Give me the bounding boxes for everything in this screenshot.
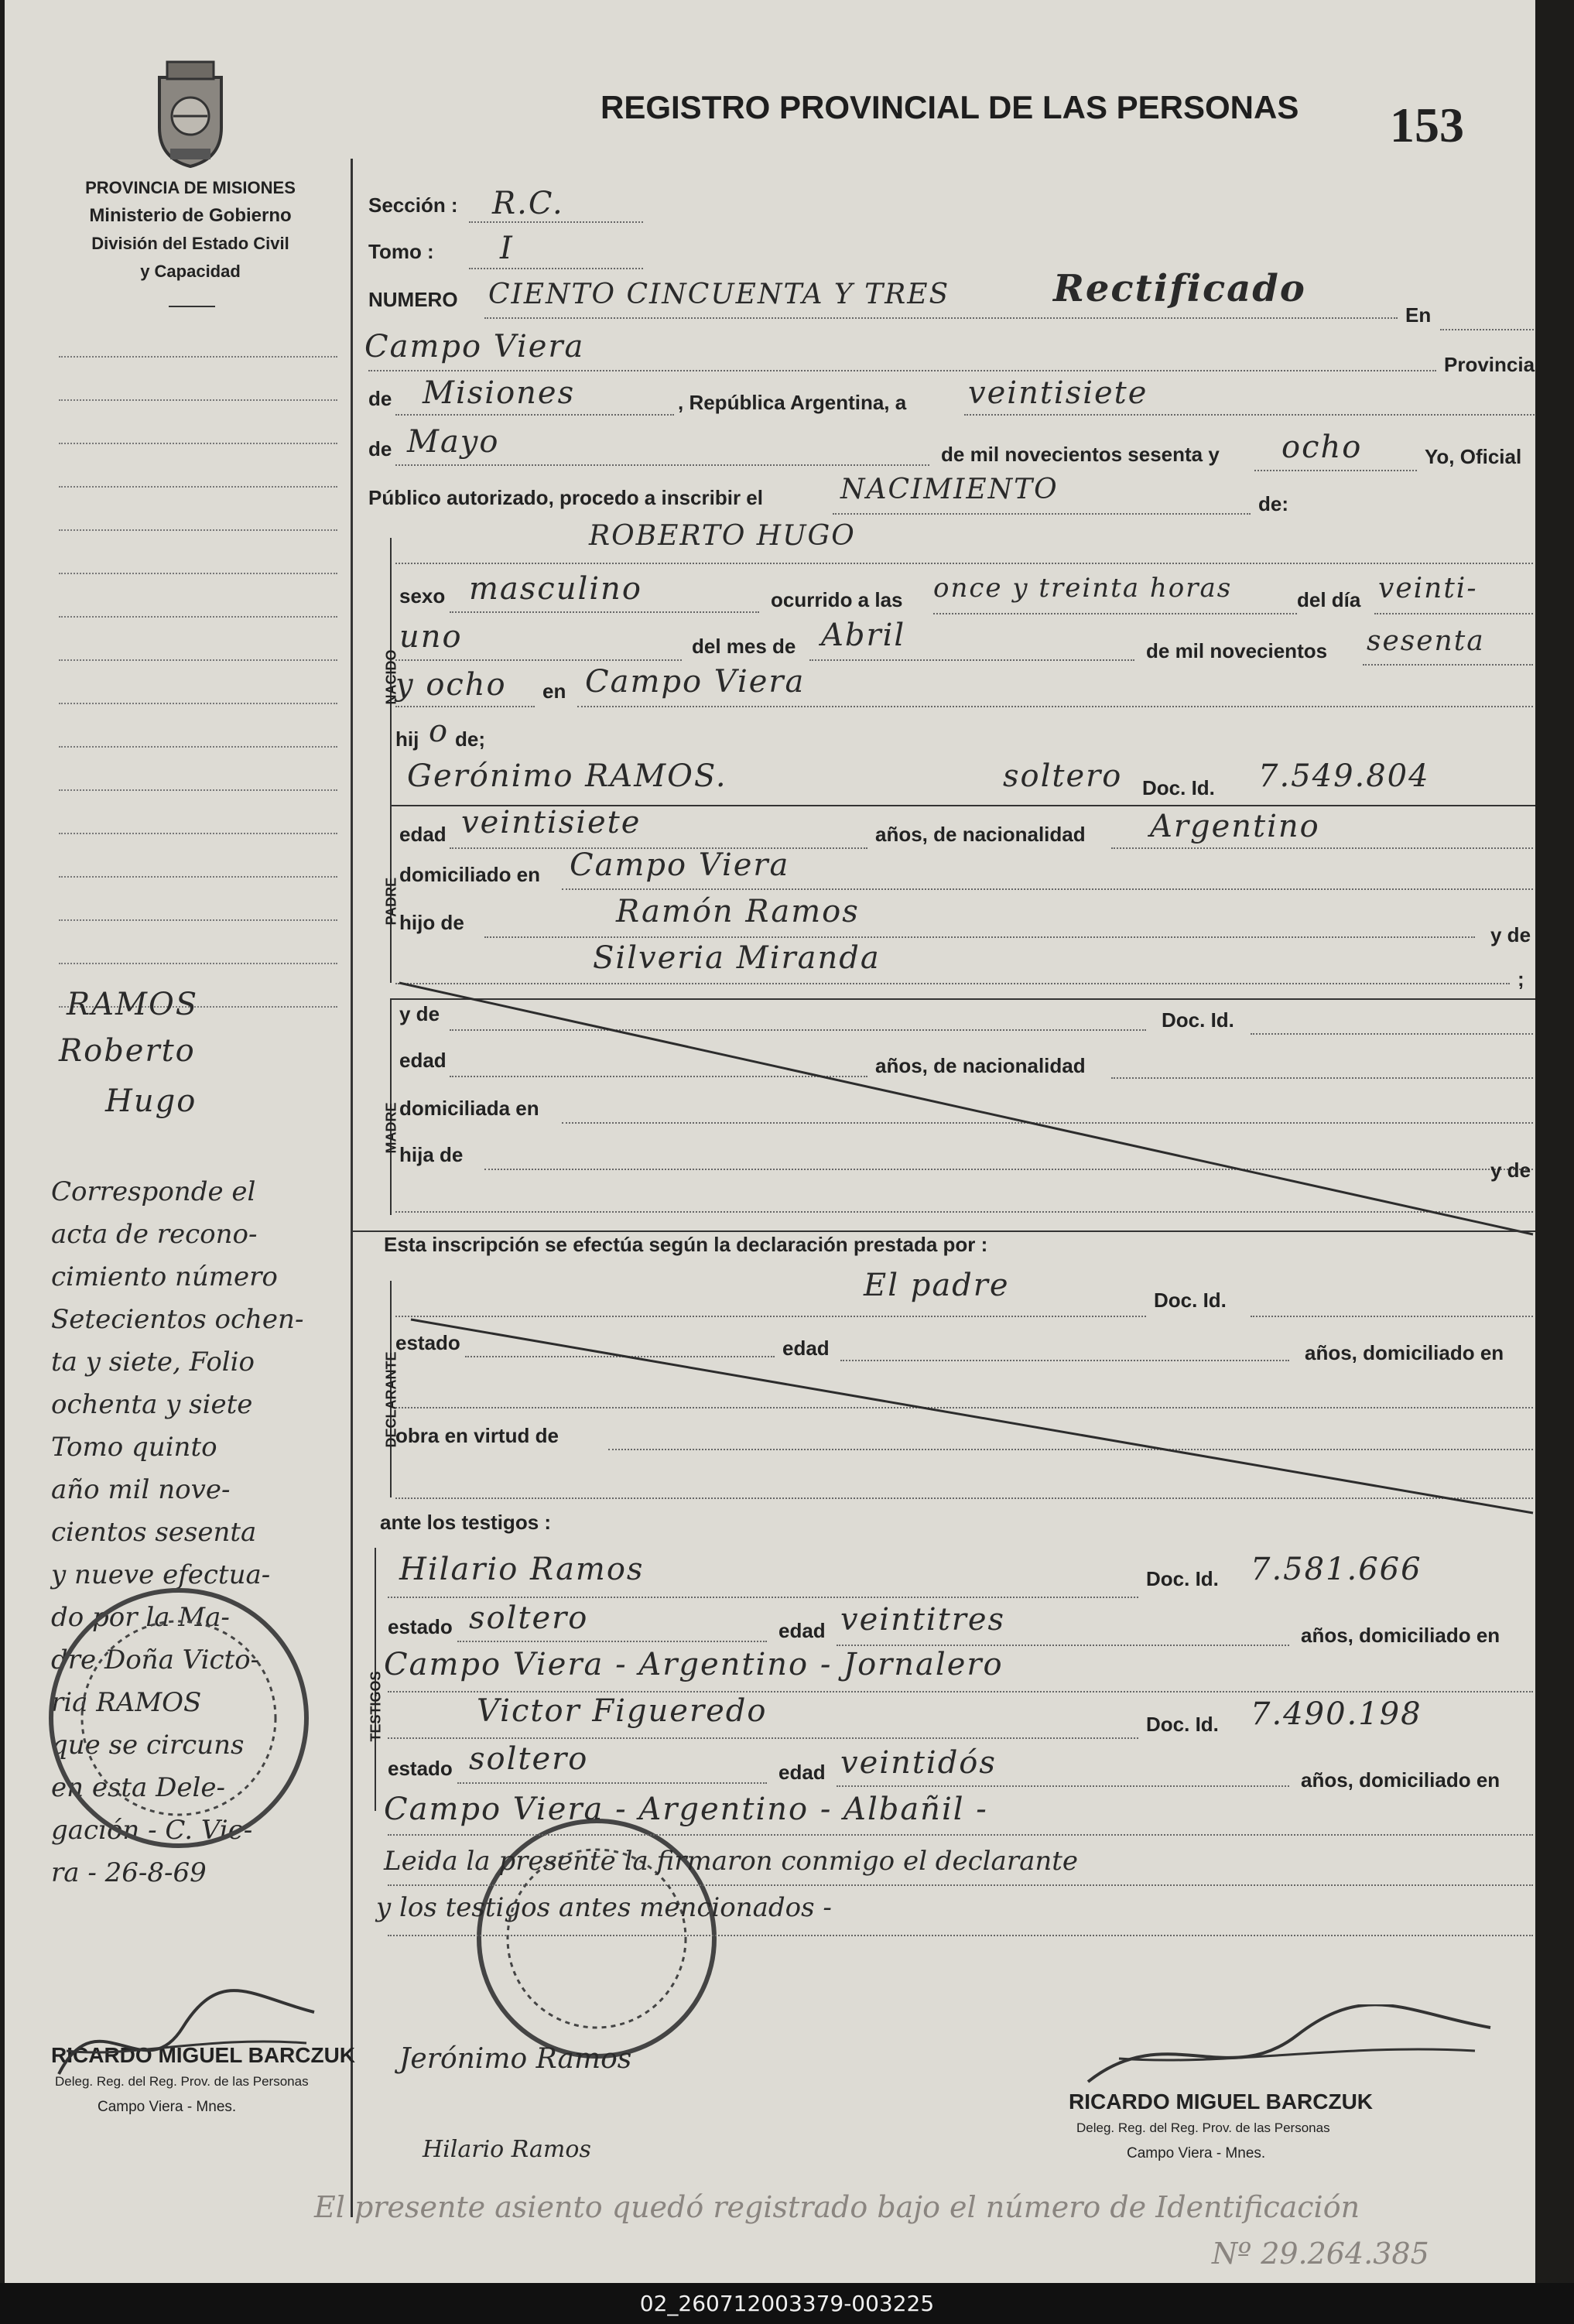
field-line (395, 414, 674, 416)
margin-given-1: Roberto (59, 1033, 196, 1069)
officer-stamp-place: Campo Viera - Mnes. (98, 2099, 237, 2115)
margin-line (59, 919, 337, 921)
margin-line (59, 789, 337, 791)
value-testigo2: Victor Figueredo (477, 1693, 768, 1729)
label-testigo2-edad: edad (778, 1761, 826, 1784)
value-dia: veintisiete (968, 375, 1148, 411)
margin-note-line: ochenta y siete (51, 1389, 253, 1420)
margin-line (59, 486, 337, 488)
label-semicolon: ; (1518, 967, 1524, 991)
registry-page (5, 0, 1535, 2283)
value-padre-nac: Argentino (1150, 809, 1320, 844)
margin-line (59, 746, 337, 748)
field-line (1111, 847, 1533, 849)
footnote-line-2: Nº 29.264.385 (1212, 2237, 1429, 2271)
margin-note-line: cientos sesenta (51, 1517, 257, 1548)
field-line (833, 513, 1251, 515)
margin-note-line: Corresponde el (51, 1176, 256, 1207)
label-declaracion: Esta inscripción se efectúa según la declaración prestada por : (384, 1233, 988, 1256)
label-numero: NUMERO (368, 288, 458, 311)
value-testigo2-dom: Campo Viera - Argentino - Albañil - (384, 1792, 988, 1827)
province-line-2: Ministerio de Gobierno (89, 205, 292, 226)
value-lugar-nac: Campo Viera (585, 664, 806, 700)
margin-note-line: ta y siete, Folio (51, 1347, 255, 1378)
value-testigo1-dom: Campo Viera - Argentino - Jornalero (384, 1647, 1004, 1682)
margin-note-line: do por la Ma- (51, 1602, 230, 1633)
label-sexo: sexo (399, 584, 446, 608)
value-mes: Mayo (407, 424, 500, 460)
label-hijo-de: hijo de (399, 911, 464, 934)
label-publico: Público autorizado, procedo a inscribir el (368, 486, 763, 509)
section-madre: MADRE (383, 1102, 399, 1154)
margin-line (59, 659, 337, 661)
margin-surname: RAMOS (67, 987, 199, 1022)
value-sexo: masculino (469, 571, 642, 607)
closing-line-1: Leida la presente la firmaron conmigo el declarante (384, 1846, 1079, 1877)
signature-declarante: Jerónimo Ramos (399, 2043, 632, 2075)
image-caption: 02_260712003379-003225 (0, 2283, 1574, 2324)
label-testigo2-dom: años, domiciliado en (1301, 1768, 1500, 1792)
field-line (388, 1737, 1138, 1739)
margin-note-line: Setecientos ochen- (51, 1304, 304, 1335)
section-padre: PADRE (383, 877, 399, 926)
field-line (469, 221, 643, 223)
label-decl-edad: edad (782, 1337, 830, 1360)
value-testigo1: Hilario Ramos (399, 1552, 645, 1587)
field-line (1254, 470, 1417, 471)
field-line (1374, 613, 1533, 614)
margin-note-line: dre Doña Victo- (51, 1645, 260, 1675)
field-line (388, 1691, 1533, 1693)
field-line (388, 1834, 1533, 1836)
label-padre-dom: domiciliado en (399, 863, 541, 886)
value-tomo: I (500, 231, 514, 266)
footnote-line-1: El presente asiento quedó registrado bajo el número de Identificación (314, 2190, 1360, 2224)
value-anio-nac-2: y ocho (395, 667, 507, 703)
field-line (562, 888, 1533, 890)
label-obra: obra en virtud de (395, 1424, 559, 1447)
value-hora: once y treinta horas (933, 573, 1233, 604)
value-padre-doc: 7.549.804 (1258, 758, 1430, 794)
margin-note-line: ra - 26-8-69 (51, 1857, 207, 1888)
signature-scribble (1073, 2004, 1506, 2097)
margin-note-line: que se circuns (51, 1730, 245, 1761)
label-padre-edad: edad (399, 823, 447, 846)
label-testigo2-estado: estado (388, 1757, 453, 1780)
label-de-colon: de: (1258, 492, 1288, 515)
margin-line (59, 876, 337, 878)
label-de2: de (368, 437, 392, 460)
margin-note-line: acta de recono- (51, 1219, 258, 1250)
label-del-mes: del mes de (692, 635, 796, 658)
section-testigos: TESTIGOS (368, 1671, 384, 1742)
field-line (837, 1785, 1289, 1787)
label-de: de (368, 387, 392, 410)
margin-line (59, 399, 337, 401)
margin-line (59, 703, 337, 704)
strikethrough-line (407, 1316, 1535, 1517)
field-line (388, 1884, 1533, 1886)
label-mil-nov: de mil novecientos (1146, 639, 1328, 662)
label-yo-oficial: Yo, Oficial (1425, 445, 1522, 468)
value-testigo1-edad: veintitres (840, 1602, 1006, 1638)
field-line (577, 706, 1533, 707)
value-dia-nac: veinti- (1378, 573, 1478, 604)
field-line (933, 613, 1297, 614)
label-testigo1-doc: Doc. Id. (1146, 1567, 1219, 1590)
folio-number: 153 (1390, 98, 1464, 152)
section-rule (353, 1230, 1535, 1232)
value-seccion: R.C. (492, 186, 564, 221)
officer-stamp-title: Deleg. Reg. del Reg. Prov. de las Personas (55, 2074, 309, 2089)
field-line (1440, 329, 1535, 330)
margin-line (59, 616, 337, 618)
coat-of-arms-icon (144, 54, 237, 170)
margin-line (59, 443, 337, 444)
province-line-1: PROVINCIA DE MISIONES (85, 178, 296, 197)
value-numero-overwrite: Rectificado (1053, 267, 1306, 310)
field-line (388, 1597, 1138, 1598)
value-padre-dom: Campo Viera (570, 847, 790, 883)
value-numero: CIENTO CINCUENTA Y TRES (488, 279, 950, 310)
value-lugar: Campo Viera (364, 329, 585, 365)
label-seccion: Sección : (368, 193, 458, 217)
field-line (1363, 664, 1533, 666)
field-line (395, 563, 1533, 564)
margin-note-line: gación - C. Vie- (51, 1815, 253, 1846)
value-hijo-letra: o (429, 714, 450, 749)
value-mes-nac: Abril (821, 618, 906, 653)
signature-scribble (51, 1981, 330, 2090)
field-line (395, 464, 929, 466)
label-testigos: ante los testigos : (380, 1511, 552, 1534)
label-madre-doc: Doc. Id. (1162, 1008, 1234, 1032)
label-provincia: Provincia (1444, 353, 1535, 376)
seal-stamp-icon (39, 1579, 318, 1857)
value-provincia: Misiones (423, 375, 576, 411)
value-padre: Gerónimo RAMOS. (407, 758, 727, 794)
label-testigo1-dom: años, domiciliado en (1301, 1624, 1500, 1647)
label-testigo2-doc: Doc. Id. (1146, 1713, 1219, 1736)
value-tipo: NACIMIENTO (840, 474, 1059, 505)
field-line (457, 1641, 767, 1642)
value-dia-nac-2: uno (399, 619, 463, 655)
value-abuelo: Ramón Ramos (616, 894, 860, 929)
margin-note-line: ria RAMOS (51, 1687, 202, 1718)
margin-divider (351, 159, 353, 2217)
value-nombre: ROBERTO HUGO (589, 520, 856, 552)
label-hijo: hij (395, 727, 419, 751)
field-line (388, 1935, 1533, 1936)
field-line (457, 1782, 767, 1784)
value-testigo1-doc: 7.581.666 (1251, 1552, 1422, 1587)
province-line-3: División del Estado Civil (91, 234, 289, 253)
label-padre-doc: Doc. Id. (1142, 776, 1215, 799)
value-testigo2-estado: soltero (469, 1741, 589, 1777)
label-testigo1-estado: estado (388, 1615, 453, 1638)
label-padre-nac: años, de nacionalidad (875, 823, 1086, 846)
label-ocurrido: ocurrido a las (771, 588, 903, 611)
label-madre-dom: domiciliada en (399, 1097, 539, 1120)
field-line (450, 611, 759, 613)
strikethrough-line (392, 975, 1535, 1238)
label-madre-edad: edad (399, 1049, 447, 1072)
officer2-stamp-title: Deleg. Reg. del Reg. Prov. de las Personas (1076, 2120, 1330, 2135)
officer2-stamp-place: Campo Viera - Mnes. (1127, 2145, 1266, 2161)
margin-note-line: Tomo quinto (51, 1432, 217, 1463)
label-y-de: y de (1490, 923, 1531, 946)
margin-note-line: y nueve efectua- (51, 1559, 271, 1590)
value-testigo1-estado: soltero (469, 1600, 589, 1636)
province-divider (169, 306, 215, 307)
value-abuela: Silveria Miranda (593, 940, 881, 976)
label-en: En (1405, 303, 1432, 327)
label-republica: , República Argentina, a (678, 391, 907, 414)
field-line (395, 706, 535, 707)
value-testigo2-edad: veintidós (840, 1745, 997, 1781)
signature-testigo: Hilario Ramos (423, 2136, 591, 2163)
label-decl-estado: estado (395, 1331, 460, 1354)
margin-given-2: Hugo (105, 1083, 197, 1119)
label-decl-doc: Doc. Id. (1154, 1289, 1227, 1312)
margin-line (59, 356, 337, 358)
margin-line (59, 833, 337, 834)
label-y-de3: y de (1490, 1159, 1531, 1182)
field-line (837, 1645, 1289, 1646)
margin-line (59, 573, 337, 574)
label-decl-dom: años, domiciliado en (1305, 1341, 1504, 1364)
closing-line-2: y los testigos antes mencionados - (376, 1892, 832, 1923)
page-title: REGISTRO PROVINCIAL DE LAS PERSONAS (601, 89, 1299, 125)
label-del-dia: del día (1297, 588, 1361, 611)
value-anio: ocho (1281, 430, 1363, 465)
label-en-lugar: en (542, 679, 566, 703)
value-testigo2-doc: 7.490.198 (1251, 1696, 1422, 1732)
section-declarante: DECLARANTE (383, 1351, 399, 1448)
field-line (964, 414, 1535, 416)
label-madre-y-de: y de (399, 1002, 440, 1025)
margin-line (59, 529, 337, 531)
value-anio-nac: sesenta (1367, 625, 1485, 657)
margin-line (59, 963, 337, 964)
field-line (469, 268, 643, 269)
field-line (484, 936, 1475, 938)
value-padre-estado: soltero (1003, 758, 1123, 794)
label-mil-sesenta: de mil novecientos sesenta y (941, 443, 1220, 466)
label-tomo: Tomo : (368, 240, 434, 263)
section-nacido: NACIDO (383, 649, 399, 705)
label-hija-de: hija de (399, 1143, 464, 1166)
officer-stamp-name: RICARDO MIGUEL BARCZUK (51, 2043, 356, 2067)
value-padre-edad: veintisiete (461, 805, 642, 840)
province-line-4: y Capacidad (140, 262, 241, 281)
field-line (809, 659, 1134, 661)
margin-note-line: año mil nove- (51, 1474, 231, 1505)
label-madre-nac: años, de nacionalidad (875, 1054, 1086, 1077)
field-line (368, 370, 1436, 371)
label-de-semi: de; (455, 727, 485, 751)
margin-note-line: en esta Dele- (51, 1772, 226, 1803)
field-line (395, 659, 682, 661)
margin-note-line: cimiento número (51, 1261, 278, 1292)
value-declarante: El padre (864, 1268, 1010, 1303)
label-testigo1-edad: edad (778, 1619, 826, 1642)
officer2-stamp-name: RICARDO MIGUEL BARCZUK (1069, 2090, 1374, 2114)
field-line (484, 317, 1398, 319)
